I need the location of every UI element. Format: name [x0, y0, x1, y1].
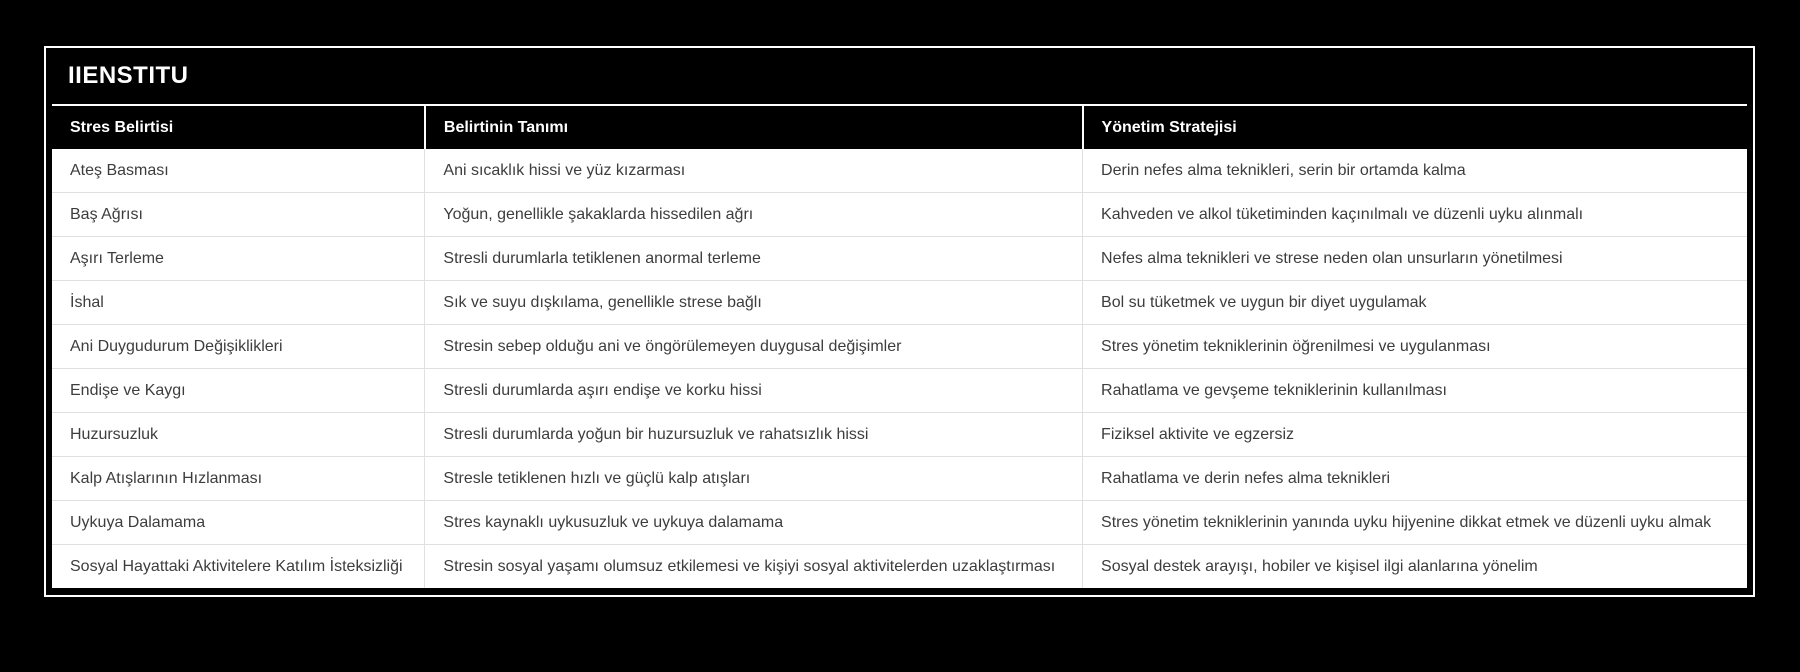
table-row — [52, 457, 1747, 501]
table-row — [52, 545, 1747, 589]
table-row — [52, 193, 1747, 237]
table-container — [46, 104, 1753, 595]
cell-strategy: Kahveden ve alkol tüketiminden kaçınılmalı ve düzenli uyku alınmalı — [1083, 193, 1747, 237]
cell-strategy: Derin nefes alma teknikleri, serin bir ortamda kalma — [1083, 149, 1747, 193]
table-row — [52, 237, 1747, 281]
table-row — [52, 149, 1747, 193]
content-panel — [44, 46, 1755, 597]
table-row — [52, 325, 1747, 369]
column-header-yonetim-stratejisi: Yönetim Stratejisi — [1083, 105, 1747, 149]
table-row — [52, 281, 1747, 325]
table-row — [52, 413, 1747, 457]
table-row — [52, 369, 1747, 413]
cell-definition: Stresin sosyal yaşamı olumsuz etkilemesi ve kişiyi sosyal aktivitelerden uzaklaştırması — [425, 545, 1083, 589]
cell-symptom: İshal — [52, 281, 425, 325]
cell-symptom: Baş Ağrısı — [52, 193, 425, 237]
cell-definition: Stresli durumlarda yoğun bir huzursuzluk ve rahatsızlık hissi — [425, 413, 1083, 457]
cell-strategy: Stres yönetim tekniklerinin yanında uyku hijyenine dikkat etmek ve düzenli uyku almak — [1083, 501, 1747, 545]
cell-strategy: Stres yönetim tekniklerinin öğrenilmesi ve uygulanması — [1083, 325, 1747, 369]
cell-symptom: Aşırı Terleme — [52, 237, 425, 281]
cell-strategy: Rahatlama ve gevşeme tekniklerinin kullanılması — [1083, 369, 1747, 413]
cell-strategy: Bol su tüketmek ve uygun bir diyet uygulamak — [1083, 281, 1747, 325]
cell-symptom: Ani Duygudurum Değişiklikleri — [52, 325, 425, 369]
cell-symptom: Sosyal Hayattaki Aktivitelere Katılım İsteksizliği — [52, 545, 425, 589]
cell-definition: Stresle tetiklenen hızlı ve güçlü kalp atışları — [425, 457, 1083, 501]
header-row — [52, 105, 1747, 149]
cell-symptom: Ateş Basması — [52, 149, 425, 193]
cell-strategy: Sosyal destek arayışı, hobiler ve kişisel ilgi alanlarına yönelim — [1083, 545, 1747, 589]
column-header-stres-belirtisi: Stres Belirtisi — [52, 105, 425, 149]
cell-definition: Stresin sebep olduğu ani ve öngörülemeyen duygusal değişimler — [425, 325, 1083, 369]
stress-symptoms-table — [52, 104, 1747, 588]
cell-strategy: Fiziksel aktivite ve egzersiz — [1083, 413, 1747, 457]
cell-definition: Ani sıcaklık hissi ve yüz kızarması — [425, 149, 1083, 193]
table-header — [52, 105, 1747, 149]
cell-symptom: Huzursuzluk — [52, 413, 425, 457]
cell-symptom: Uykuya Dalamama — [52, 501, 425, 545]
cell-definition: Sık ve suyu dışkılama, genellikle strese bağlı — [425, 281, 1083, 325]
table-body — [52, 149, 1747, 588]
cell-strategy: Nefes alma teknikleri ve strese neden olan unsurların yönetilmesi — [1083, 237, 1747, 281]
page-title: IIENSTITU — [68, 62, 189, 89]
cell-definition: Yoğun, genellikle şakaklarda hissedilen ağrı — [425, 193, 1083, 237]
cell-definition: Stresli durumlarda aşırı endişe ve korku hissi — [425, 369, 1083, 413]
cell-definition: Stresli durumlarla tetiklenen anormal terleme — [425, 237, 1083, 281]
cell-strategy: Rahatlama ve derin nefes alma teknikleri — [1083, 457, 1747, 501]
cell-definition: Stres kaynaklı uykusuzluk ve uykuya dalamama — [425, 501, 1083, 545]
cell-symptom: Kalp Atışlarının Hızlanması — [52, 457, 425, 501]
table-row — [52, 501, 1747, 545]
cell-symptom: Endişe ve Kaygı — [52, 369, 425, 413]
column-header-belirtinin-tanimi: Belirtinin Tanımı — [425, 105, 1083, 149]
